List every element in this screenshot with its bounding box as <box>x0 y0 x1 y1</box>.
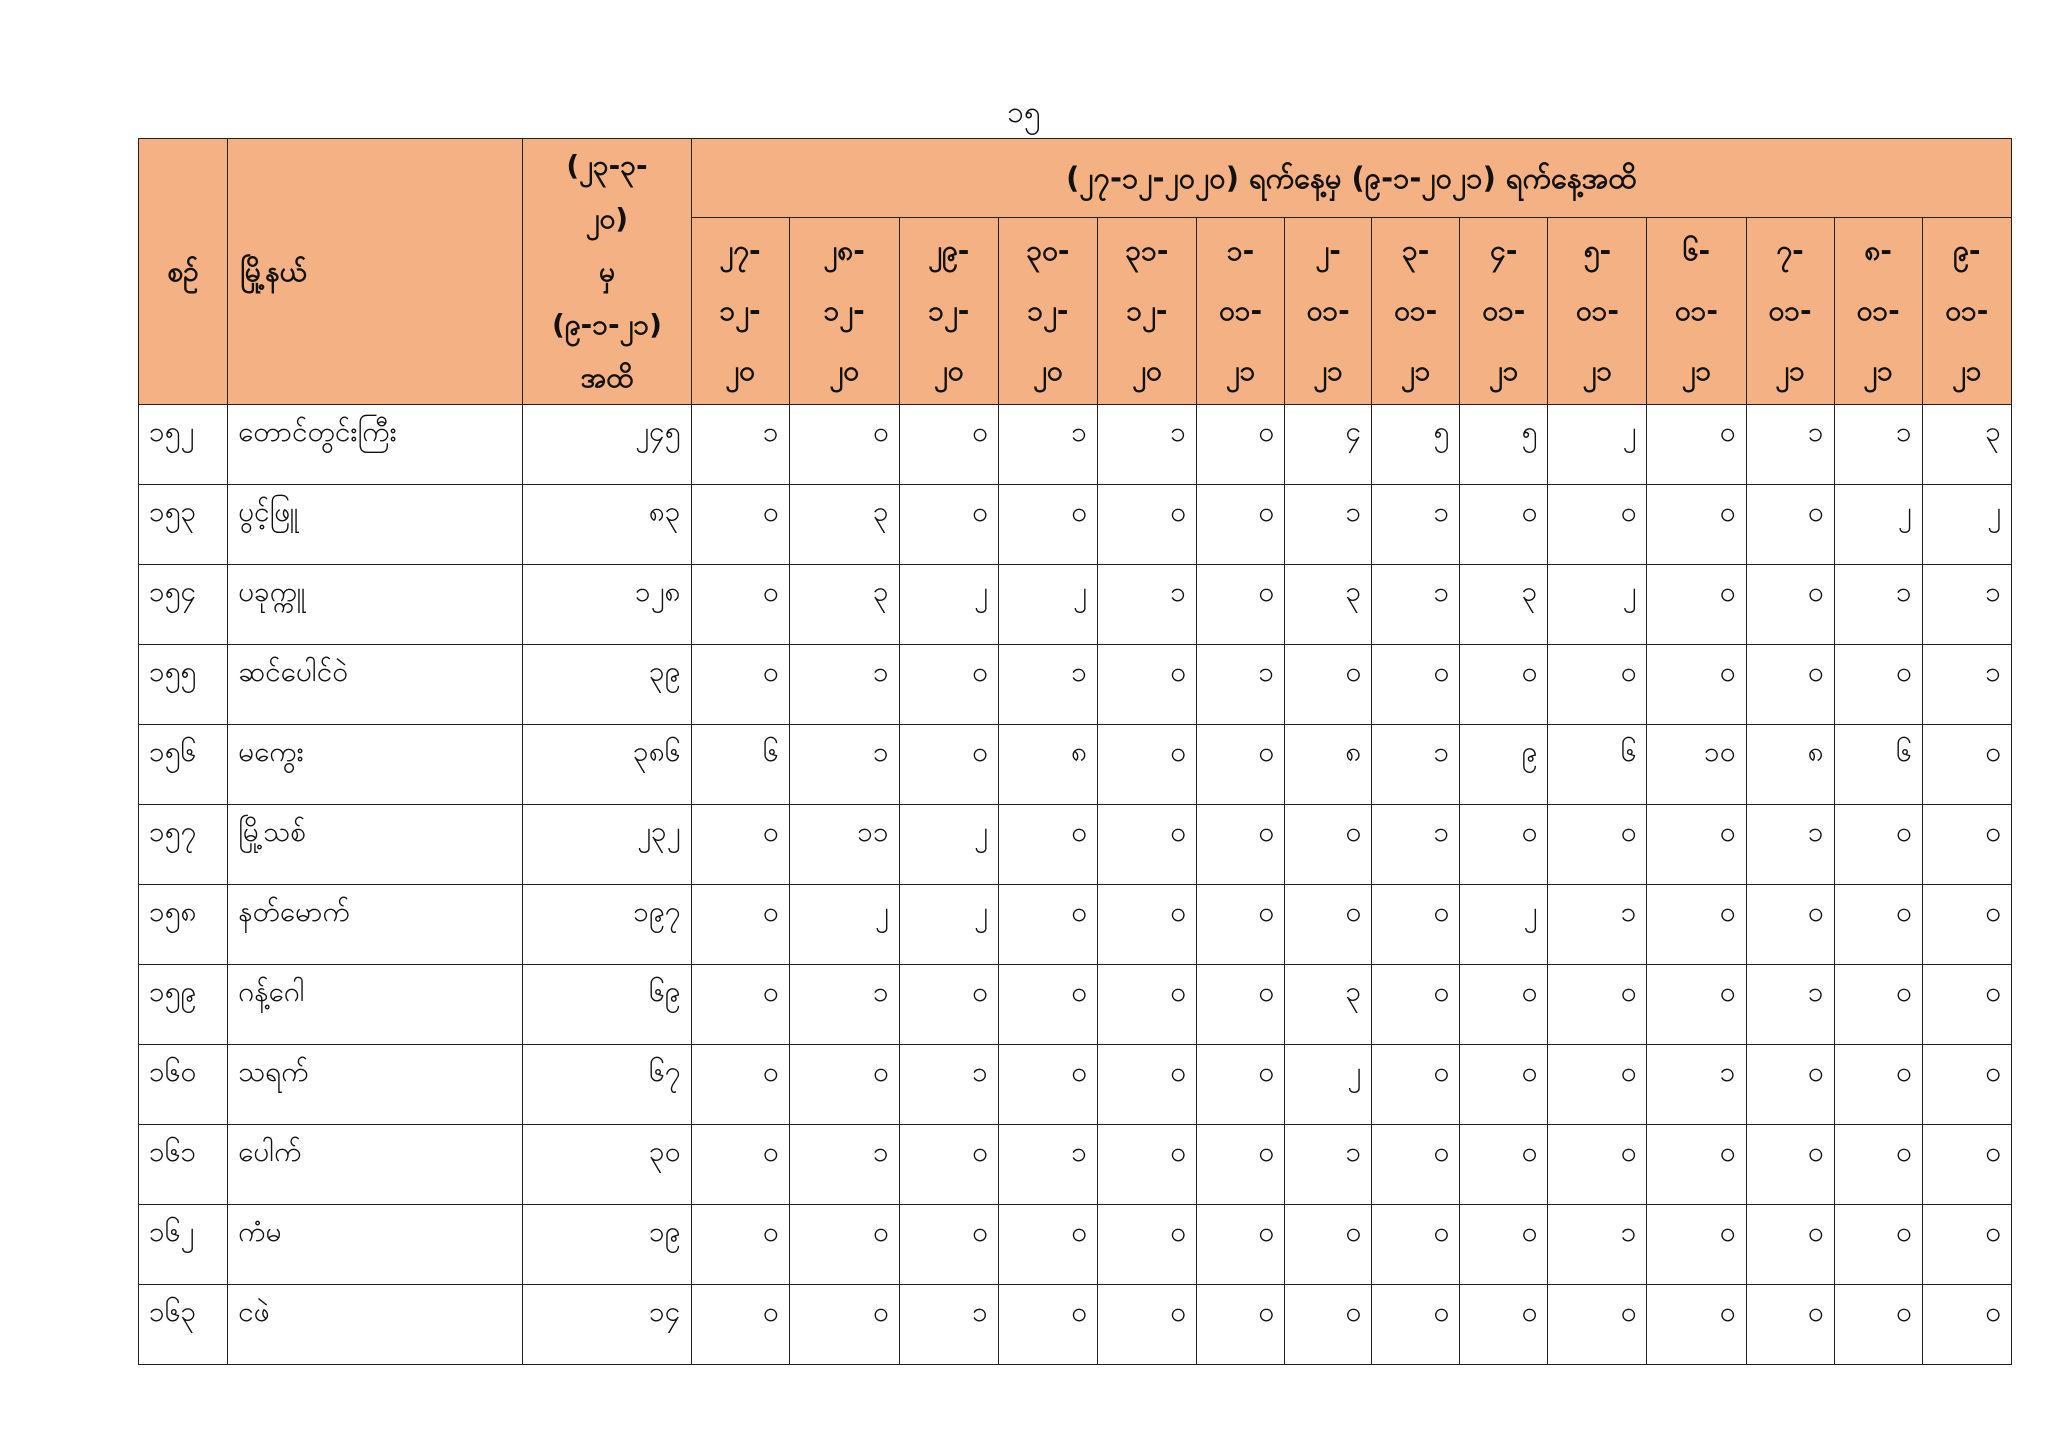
daily-count-cell: ၀ <box>1285 1285 1372 1365</box>
daily-count-cell: ၀ <box>691 1125 789 1205</box>
daily-count-cell: ၃ <box>789 485 899 565</box>
serial-cell: ၁၆၂ <box>139 1205 228 1285</box>
daily-count-cell: ၀ <box>1548 1045 1647 1125</box>
table-body <box>139 405 2012 1365</box>
daily-count-cell: ၃ <box>789 565 899 645</box>
daily-count-cell: ၈ <box>1746 725 1834 805</box>
daily-count-cell: ၀ <box>1460 485 1548 565</box>
daily-count-cell: ၀ <box>1197 1285 1285 1365</box>
total-cell: ၆၉ <box>523 965 691 1045</box>
table-row <box>139 405 2012 485</box>
daily-count-cell: ၂ <box>899 805 998 885</box>
daily-count-cell: ၀ <box>1548 965 1647 1045</box>
date-header <box>1372 218 1460 405</box>
daily-count-cell: ၂ <box>1285 1045 1372 1125</box>
daily-count-cell: ၀ <box>1460 1205 1548 1285</box>
serial-cell: ၁၆၀ <box>139 1045 228 1125</box>
daily-count-cell: ၀ <box>1548 485 1647 565</box>
date-header-line: ၉- <box>1953 234 1981 267</box>
daily-count-cell: ၀ <box>691 645 789 725</box>
total-cell: ၃၈၆ <box>523 725 691 805</box>
daily-count-cell: ၅ <box>1460 405 1548 485</box>
daily-count-cell: ၀ <box>899 725 998 805</box>
daily-count-cell: ၁ <box>1647 1045 1746 1125</box>
daily-count-cell: ၄ <box>1285 405 1372 485</box>
township-cell: ဂန့်ဂေါ <box>228 965 523 1045</box>
daily-count-cell: ၁ <box>789 725 899 805</box>
date-header-line: ၀၁- <box>1945 294 1989 327</box>
daily-count-cell: ၁ <box>1372 805 1460 885</box>
daily-count-cell: ၀ <box>691 965 789 1045</box>
daily-count-cell: ၀ <box>1285 805 1372 885</box>
total-cell: ၃၀ <box>523 1125 691 1205</box>
daily-count-cell: ၀ <box>1834 645 1922 725</box>
daily-count-cell: ၀ <box>1922 1045 2011 1125</box>
date-header-line: ၂၀ <box>725 354 755 387</box>
date-header-line: ၀၁- <box>1856 294 1900 327</box>
daily-count-cell: ၀ <box>1922 1285 2011 1365</box>
date-header-line: ၄- <box>1490 234 1518 267</box>
serial-cell: ၁၅၈ <box>139 885 228 965</box>
daily-count-cell: ၀ <box>1372 885 1460 965</box>
daily-count-cell: ၂ <box>1922 485 2011 565</box>
daily-count-cell: ၀ <box>1647 965 1746 1045</box>
daily-count-cell: ၀ <box>691 885 789 965</box>
daily-count-cell: ၀ <box>1647 565 1746 645</box>
date-header-line: ၂၁ <box>1582 354 1613 387</box>
date-header-line: ၂၀ <box>1033 354 1063 387</box>
date-header-line: ၃၁- <box>1125 234 1169 267</box>
total-cell: ၂၃၂ <box>523 805 691 885</box>
date-header <box>1285 218 1372 405</box>
total-cell: ၆၇ <box>523 1045 691 1125</box>
page-number: ၁၅ <box>1007 95 1041 130</box>
daily-count-cell: ၂ <box>1460 885 1548 965</box>
daily-count-cell: ၁၀ <box>1647 725 1746 805</box>
daily-count-cell: ၀ <box>1922 725 2011 805</box>
township-cell: ကံမ <box>228 1205 523 1285</box>
daily-count-cell: ၁ <box>1548 1205 1647 1285</box>
daily-count-cell: ၀ <box>1834 1125 1922 1205</box>
date-header-line: ၀၁- <box>1674 294 1719 327</box>
daily-count-cell: ၀ <box>1834 1205 1922 1285</box>
table-row <box>139 725 2012 805</box>
daily-count-cell: ၆ <box>1548 725 1647 805</box>
daily-count-cell: ၃ <box>1460 565 1548 645</box>
daily-count-cell: ၁ <box>789 1125 899 1205</box>
daily-count-cell: ၀ <box>1197 405 1285 485</box>
table-row <box>139 1285 2012 1365</box>
daily-count-cell: ၁ <box>1097 405 1196 485</box>
daily-count-cell: ၀ <box>1460 1045 1548 1125</box>
date-header <box>1647 218 1746 405</box>
daily-count-cell: ၀ <box>691 1045 789 1125</box>
daily-count-cell: ၀ <box>691 565 789 645</box>
serial-cell: ၁၅၆ <box>139 725 228 805</box>
daily-count-cell: ၀ <box>1834 885 1922 965</box>
daily-count-cell: ၅ <box>1372 405 1460 485</box>
township-cell: ပွင့်ဖြူ <box>228 485 523 565</box>
daily-count-cell: ၁ <box>1197 645 1285 725</box>
daily-count-cell: ၃ <box>1922 405 2011 485</box>
daily-count-cell: ၁ <box>1746 965 1834 1045</box>
daily-count-cell: ၀ <box>691 1285 789 1365</box>
township-cell: ပခုက္ကူ <box>228 565 523 645</box>
daily-count-cell: ၁ <box>1372 565 1460 645</box>
daily-count-cell: ၀ <box>1460 1285 1548 1365</box>
daily-count-cell: ၁ <box>1922 645 2011 725</box>
township-cell: မကွေး <box>228 725 523 805</box>
date-header-line: ၁- <box>1226 234 1255 267</box>
daily-count-cell: ၀ <box>1460 965 1548 1045</box>
daily-count-cell: ၃ <box>1285 565 1372 645</box>
date-header-line: ၁၂- <box>928 294 970 327</box>
date-header <box>1548 218 1647 405</box>
date-header-line: ၂- <box>1315 234 1341 267</box>
daily-count-cell: ၁ <box>789 965 899 1045</box>
date-header <box>998 218 1097 405</box>
date-header-line: ၂၁ <box>1863 354 1893 387</box>
daily-count-cell: ၀ <box>899 485 998 565</box>
daily-count-cell: ၂ <box>1548 405 1647 485</box>
daily-count-cell: ၉ <box>1460 725 1548 805</box>
township-cell: မြို့သစ် <box>228 805 523 885</box>
date-header <box>1197 218 1285 405</box>
daily-count-cell: ၁ <box>1372 485 1460 565</box>
period-line: (၉-၁-၂၁) <box>552 308 662 341</box>
daily-count-cell: ၀ <box>1097 1285 1196 1365</box>
date-header-line: ၂၁ <box>1775 354 1805 387</box>
daily-count-cell: ၀ <box>1097 965 1196 1045</box>
daily-count-cell: ၀ <box>691 1205 789 1285</box>
daily-count-cell: ၀ <box>691 805 789 885</box>
table-row <box>139 1045 2012 1125</box>
daily-count-cell: ၀ <box>1746 1125 1834 1205</box>
daily-count-cell: ၀ <box>789 1285 899 1365</box>
daily-count-cell: ၀ <box>998 1285 1097 1365</box>
serial-cell: ၁၆၁ <box>139 1125 228 1205</box>
daily-count-cell: ၀ <box>1372 1205 1460 1285</box>
daily-count-cell: ၁ <box>1834 405 1922 485</box>
daily-count-cell: ၀ <box>1922 965 2011 1045</box>
table-row <box>139 885 2012 965</box>
daily-count-cell: ၀ <box>899 1125 998 1205</box>
daily-count-cell: ၀ <box>998 805 1097 885</box>
date-header-line: ၂၀ <box>1132 354 1162 387</box>
township-header: မြို့နယ် <box>228 139 523 405</box>
serial-cell: ၁၆၃ <box>139 1285 228 1365</box>
daily-count-cell: ၀ <box>1647 405 1746 485</box>
township-cell: ငဖဲ <box>228 1285 523 1365</box>
daily-count-cell: ၀ <box>1922 885 2011 965</box>
daily-count-cell: ၀ <box>1372 645 1460 725</box>
total-cell: ၂၄၅ <box>523 405 691 485</box>
date-header-line: ၇- <box>1776 234 1804 267</box>
date-header-line: ၈- <box>1864 234 1892 267</box>
daily-count-cell: ၀ <box>789 1045 899 1125</box>
daily-count-cell: ၀ <box>1647 805 1746 885</box>
daily-count-cell: ၁ <box>1372 725 1460 805</box>
serial-header: စဉ် <box>139 139 228 405</box>
daily-count-cell: ၀ <box>1197 1045 1285 1125</box>
date-header <box>1746 218 1834 405</box>
daily-count-cell: ၀ <box>1197 485 1285 565</box>
daily-count-cell: ၀ <box>1834 965 1922 1045</box>
daily-count-cell: ၆ <box>1834 725 1922 805</box>
period-line: ၂၀) <box>585 202 629 235</box>
daily-count-cell: ၂ <box>1834 485 1922 565</box>
daily-count-cell: ၀ <box>899 645 998 725</box>
daily-count-cell: ၀ <box>1746 485 1834 565</box>
serial-cell: ၁၅၃ <box>139 485 228 565</box>
daily-count-cell: ၀ <box>1746 1285 1834 1365</box>
daily-count-cell: ၁ <box>691 405 789 485</box>
daily-count-cell: ၀ <box>1097 885 1196 965</box>
daily-count-cell: ၀ <box>1460 645 1548 725</box>
daily-count-cell: ၀ <box>899 965 998 1045</box>
daily-count-cell: ၀ <box>1197 965 1285 1045</box>
daily-count-cell: ၀ <box>899 1205 998 1285</box>
daily-count-cell: ၀ <box>1922 1125 2011 1205</box>
daily-count-cell: ၀ <box>789 1205 899 1285</box>
daily-count-cell: ၈ <box>998 725 1097 805</box>
daily-count-cell: ၀ <box>1746 565 1834 645</box>
serial-cell: ၁၅၅ <box>139 645 228 725</box>
date-header <box>789 218 899 405</box>
daily-count-cell: ၀ <box>899 405 998 485</box>
daily-count-cell: ၀ <box>1548 1125 1647 1205</box>
period-line: အထိ <box>580 361 634 394</box>
date-header-line: ၁၂- <box>719 294 761 327</box>
serial-cell: ၁၅၄ <box>139 565 228 645</box>
serial-cell: ၁၅၂ <box>139 405 228 485</box>
daily-count-cell: ၁ <box>1746 805 1834 885</box>
date-header-line: ၂၁ <box>1952 354 1982 387</box>
daily-count-cell: ၀ <box>1746 1205 1834 1285</box>
daily-count-cell: ၀ <box>1197 1125 1285 1205</box>
daily-count-cell: ၀ <box>998 965 1097 1045</box>
township-cell: သရက် <box>228 1045 523 1125</box>
daily-count-cell: ၀ <box>1746 1045 1834 1125</box>
serial-cell: ၁၅၉ <box>139 965 228 1045</box>
total-cell: ၁၉ <box>523 1205 691 1285</box>
daily-count-cell: ၂ <box>789 885 899 965</box>
date-header-line: ၃၀- <box>1026 234 1070 267</box>
daily-count-cell: ၀ <box>1197 565 1285 645</box>
daily-count-cell: ၀ <box>1548 805 1647 885</box>
daily-count-cell: ၀ <box>1197 725 1285 805</box>
date-header-line: ၂၀ <box>934 354 964 387</box>
period-line: မှ <box>598 255 615 288</box>
daily-count-cell: ၀ <box>1647 1285 1746 1365</box>
daily-count-cell: ၀ <box>998 1205 1097 1285</box>
daily-count-cell: ၀ <box>1285 1205 1372 1285</box>
daily-count-cell: ၂ <box>1548 565 1647 645</box>
daily-count-cell: ၁ <box>899 1045 998 1125</box>
daily-count-cell: ၀ <box>1372 1125 1460 1205</box>
date-header <box>1097 218 1196 405</box>
date-header-line: ၅- <box>1583 234 1612 267</box>
daily-count-cell: ၁ <box>899 1285 998 1365</box>
period-line: (၂၃-၃- <box>566 149 648 182</box>
daily-count-cell: ၂ <box>899 565 998 645</box>
daily-count-cell: ၀ <box>1922 1205 2011 1285</box>
daily-count-cell: ၁ <box>1285 1125 1372 1205</box>
daily-count-cell: ၈ <box>1285 725 1372 805</box>
date-header-line: ၂၁ <box>1225 354 1256 387</box>
table-row <box>139 1125 2012 1205</box>
date-header-line: ၀၁- <box>1394 294 1438 327</box>
period-header <box>523 139 691 405</box>
daily-count-cell: ၁ <box>998 1125 1097 1205</box>
township-cell: နတ်မောက် <box>228 885 523 965</box>
date-header-line: ၀၁- <box>1768 294 1812 327</box>
daily-count-cell: ၆ <box>691 725 789 805</box>
daily-count-cell: ၀ <box>1834 805 1922 885</box>
daily-count-cell: ၀ <box>691 485 789 565</box>
daily-count-cell: ၀ <box>1647 645 1746 725</box>
daily-count-cell: ၀ <box>1746 885 1834 965</box>
daily-count-cell: ၀ <box>1460 1125 1548 1205</box>
daily-count-cell: ၁၁ <box>789 805 899 885</box>
total-cell: ၈၃ <box>523 485 691 565</box>
township-cell: ဆင်ပေါင်ဝဲ <box>228 645 523 725</box>
daily-count-cell: ၀ <box>1197 1205 1285 1285</box>
total-cell: ၁၄ <box>523 1285 691 1365</box>
daily-count-cell: ၀ <box>1372 1045 1460 1125</box>
date-header-line: ၂၇- <box>719 234 761 267</box>
date-header-line: ၂၈- <box>823 234 865 267</box>
table-row <box>139 565 2012 645</box>
daily-count-cell: ၃ <box>1285 965 1372 1045</box>
total-cell: ၃၉ <box>523 645 691 725</box>
date-header-line: ၂၁ <box>1313 354 1343 387</box>
daily-count-cell: ၀ <box>1746 645 1834 725</box>
total-cell: ၁၉၇ <box>523 885 691 965</box>
daily-count-cell: ၀ <box>1834 1045 1922 1125</box>
table-row <box>139 1205 2012 1285</box>
date-header-line: ၁၂- <box>1027 294 1069 327</box>
date-header-line: ၃- <box>1402 234 1430 267</box>
township-cell: တောင်တွင်းကြီး <box>228 405 523 485</box>
daily-count-cell: ၀ <box>1647 1125 1746 1205</box>
date-header <box>1460 218 1548 405</box>
date-header-line: ၀၁- <box>1575 294 1619 327</box>
table-row <box>139 805 2012 885</box>
covid-cases-table <box>138 138 2012 1365</box>
daily-count-cell: ၁ <box>789 645 899 725</box>
daily-count-cell: ၁ <box>1097 565 1196 645</box>
daily-count-cell: ၁ <box>998 645 1097 725</box>
daily-count-cell: ၀ <box>998 485 1097 565</box>
date-header-line: ၀၁- <box>1482 294 1526 327</box>
daily-count-cell: ၀ <box>1285 885 1372 965</box>
header-row-1 <box>139 139 2012 218</box>
table-row <box>139 645 2012 725</box>
daily-count-cell: ၀ <box>1834 1285 1922 1365</box>
daily-count-cell: ၁ <box>1834 565 1922 645</box>
table-row <box>139 965 2012 1045</box>
daily-count-cell: ၁ <box>1746 405 1834 485</box>
date-header-line: ၂၁ <box>1400 354 1431 387</box>
daily-count-cell: ၀ <box>1097 485 1196 565</box>
date-header-line: ၂၀ <box>829 354 859 387</box>
date-header <box>1834 218 1922 405</box>
date-header-line: ၁၂- <box>1126 294 1168 327</box>
date-header-line: ၂၁ <box>1489 354 1519 387</box>
date-header <box>1922 218 2011 405</box>
daily-count-cell: ၀ <box>998 885 1097 965</box>
daily-count-cell: ၀ <box>1372 965 1460 1045</box>
date-header-line: ၀၁- <box>1306 294 1350 327</box>
daily-count-cell: ၀ <box>1197 805 1285 885</box>
serial-cell: ၁၅၇ <box>139 805 228 885</box>
daily-count-cell: ၀ <box>1197 885 1285 965</box>
date-header-line: ၁၂- <box>823 294 865 327</box>
daily-count-cell: ၀ <box>1097 1125 1196 1205</box>
date-range-header: (၂၇-၁၂-၂၀၂၀) ရက်နေ့မှ (၉-၁-၂၀၂၁) ရက်နေ့အထိ <box>691 139 2011 218</box>
daily-count-cell: ၀ <box>1097 645 1196 725</box>
daily-count-cell: ၀ <box>1548 1285 1647 1365</box>
daily-count-cell: ၀ <box>1285 645 1372 725</box>
daily-count-cell: ၀ <box>789 405 899 485</box>
daily-count-cell: ၀ <box>1647 485 1746 565</box>
daily-count-cell: ၀ <box>1922 805 2011 885</box>
daily-count-cell: ၀ <box>1548 645 1647 725</box>
daily-count-cell: ၂ <box>899 885 998 965</box>
date-header <box>899 218 998 405</box>
daily-count-cell: ၁ <box>1922 565 2011 645</box>
daily-count-cell: ၀ <box>1372 1285 1460 1365</box>
date-header-line: ၂၁ <box>1681 354 1712 387</box>
daily-count-cell: ၁ <box>1285 485 1372 565</box>
date-header <box>691 218 789 405</box>
daily-count-cell: ၁ <box>998 405 1097 485</box>
date-header-line: ၆- <box>1682 234 1711 267</box>
daily-count-cell: ၀ <box>1097 805 1196 885</box>
township-cell: ပေါက် <box>228 1125 523 1205</box>
daily-count-cell: ၀ <box>1460 805 1548 885</box>
daily-count-cell: ၁ <box>1548 885 1647 965</box>
daily-count-cell: ၀ <box>1647 1205 1746 1285</box>
date-header-line: ၀၁- <box>1219 294 1263 327</box>
total-cell: ၁၂၈ <box>523 565 691 645</box>
table-row <box>139 485 2012 565</box>
date-header-line: ၂၉- <box>928 234 970 267</box>
daily-count-cell: ၀ <box>1097 725 1196 805</box>
daily-count-cell: ၀ <box>1647 885 1746 965</box>
daily-count-cell: ၀ <box>998 1045 1097 1125</box>
daily-count-cell: ၂ <box>998 565 1097 645</box>
daily-count-cell: ၀ <box>1097 1045 1196 1125</box>
daily-count-cell: ၀ <box>1097 1205 1196 1285</box>
